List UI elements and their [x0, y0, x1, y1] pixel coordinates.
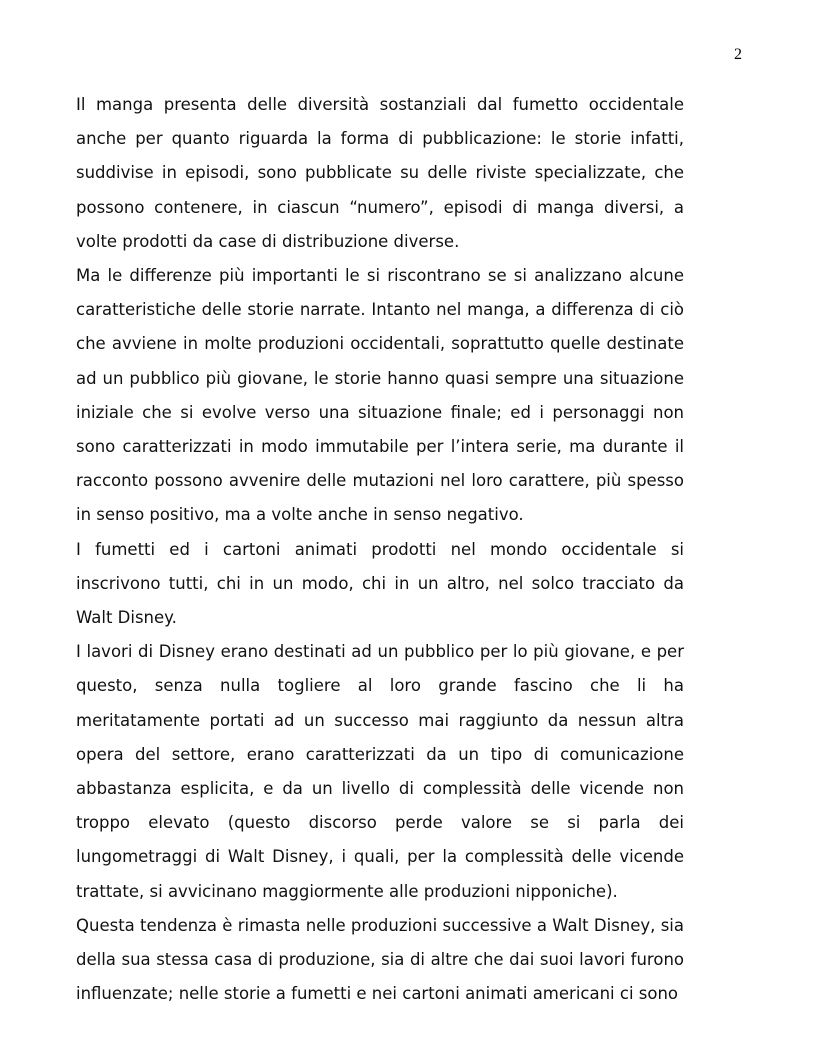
paragraph-3: I fumetti ed i cartoni animati prodotti nel mondo occidentale si inscrivono tutti, chi in un modo, chi in un altro, nel solco tracciato da Walt Disney. — [76, 539, 684, 628]
text-body — [76, 88, 684, 1011]
page-number: 2 — [734, 46, 742, 63]
paragraph-5: Questa tendenza è rimasta nelle produzioni successive a Walt Disney, sia della sua stessa casa di produzione, sia di altre che dai suoi lavori furono influenzate; nelle storie a fumetti e nei cartoni animati americani ci sono — [76, 915, 684, 1004]
paragraph-4: I lavori di Disney erano destinati ad un pubblico per lo più giovane, e per questo, senza nulla togliere al loro grande fascino che li ha meritatamente portati ad un successo mai raggiunto da nessun altra opera del settore, erano caratterizzati da un tipo di comunicazione abbastanza esplicita, e da un livello di complessità delle vicende non troppo elevato (questo discorso perde valore se si parla dei lungometraggi di Walt Disney, i quali, per la complessità delle vicende trattate, si avvicinano maggiormente alle produzioni nipponiche). — [76, 642, 684, 901]
paragraph-2: Ma le differenze più importanti le si riscontrano se si analizzano alcune caratteristiche delle storie narrate. Intanto nel manga, a differenza di ciò che avviene in molte produzioni occidentali, soprattutto quelle destinate ad un pubblico più giovane, le storie hanno quasi sempre una situazione iniziale che si evolve verso una situazione finale; ed i personaggi non sono caratterizzati in modo immutabile per l’intera serie, ma durante il racconto possono avvenire delle mutazioni nel loro carattere, più spesso in senso positivo, ma a volte anche in senso negativo. — [76, 266, 684, 525]
paragraph-1: Il manga presenta delle diversità sostanziali dal fumetto occidentale anche per quanto riguarda la forma di pubblicazione: le storie infatti, suddivise in episodi, sono pubblicate su delle riviste specializzate, che possono contenere, in ciascun “numero”, episodi di manga diversi, a volte prodotti da case di distribuzione diverse. — [76, 95, 684, 251]
